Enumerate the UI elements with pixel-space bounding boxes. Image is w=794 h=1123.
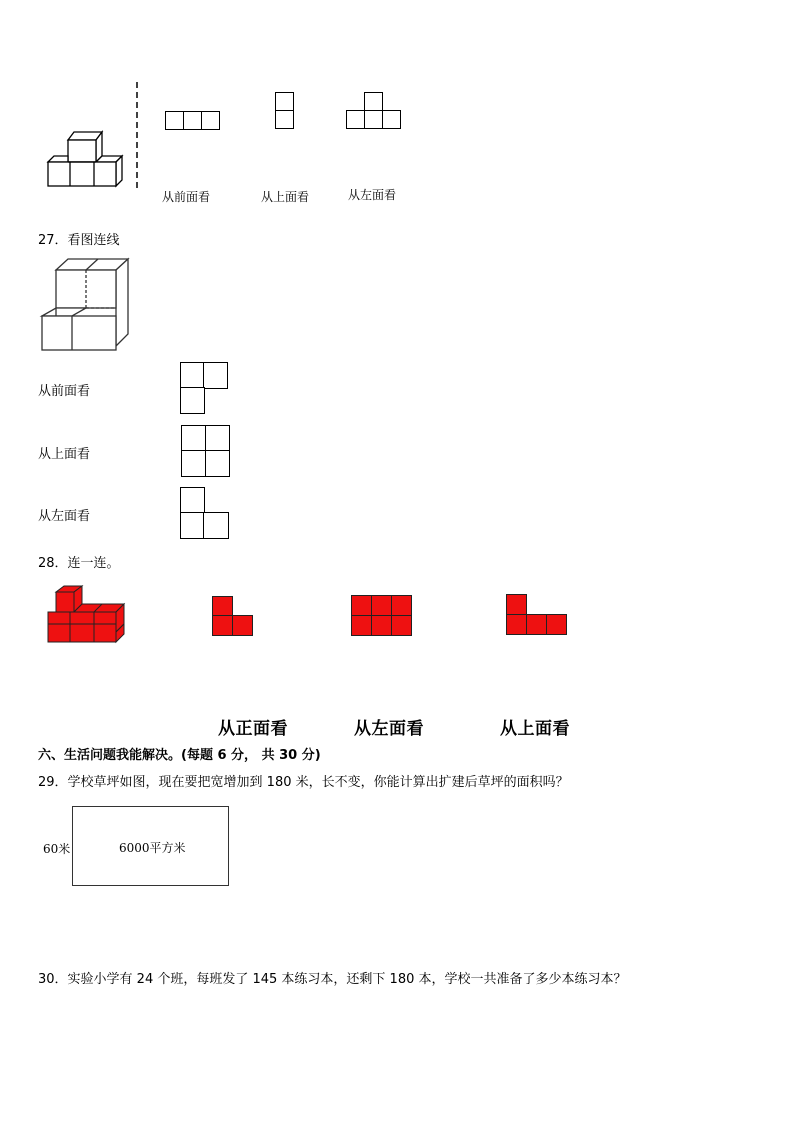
q27-title: 27．看图连线 <box>38 233 120 248</box>
q26-label-left: 从左面看 <box>348 188 397 202</box>
q29-side-label: 60米 <box>43 842 71 856</box>
q28-option-figure-1[interactable] <box>212 596 254 636</box>
q26-label-top: 从上面看 <box>261 190 310 204</box>
q26-front-view-figure <box>165 111 221 130</box>
q27-option-figure-1[interactable] <box>180 362 228 414</box>
q28-view-top-label: 从上面看 <box>500 719 570 739</box>
q27-option-figure-3[interactable] <box>180 487 229 539</box>
q27-view-front-label: 从前面看 <box>38 384 91 399</box>
q28-red-solid-drawing <box>44 584 128 646</box>
q26-label-front: 从前面看 <box>162 190 211 204</box>
q29-text: 29．学校草坪如图，现在要把宽增加到 180 米，长不变，你能计算出扩建后草坪的面积吗？ <box>38 775 569 790</box>
q28-view-front-label: 从正面看 <box>218 719 288 739</box>
q27-option-figure-2[interactable] <box>181 425 230 477</box>
q26-left-view-figure <box>346 92 402 130</box>
q26-dashed-divider <box>134 82 140 192</box>
q27-view-top-label: 从上面看 <box>38 447 91 462</box>
q26-top-view-figure <box>275 92 294 130</box>
q27-view-left-label: 从左面看 <box>38 509 91 524</box>
q28-view-left-label: 从左面看 <box>354 719 424 739</box>
q26-cube-drawing <box>44 128 126 190</box>
q29-area-label: 6000平方米 <box>119 841 186 855</box>
q28-option-figure-3[interactable] <box>506 594 567 635</box>
q27-solid-drawing <box>38 256 134 354</box>
q28-title: 28．连一连。 <box>38 556 120 571</box>
q28-option-figure-2[interactable] <box>351 595 412 636</box>
section6-heading: 六、生活问题我能解决。(每题 6 分， 共 30 分) <box>38 748 321 763</box>
q30-text: 30．实验小学有 24 个班，每班发了 145 本练习本，还剩下 180 本，学校一共准备了多少本练习本？ <box>38 972 627 987</box>
